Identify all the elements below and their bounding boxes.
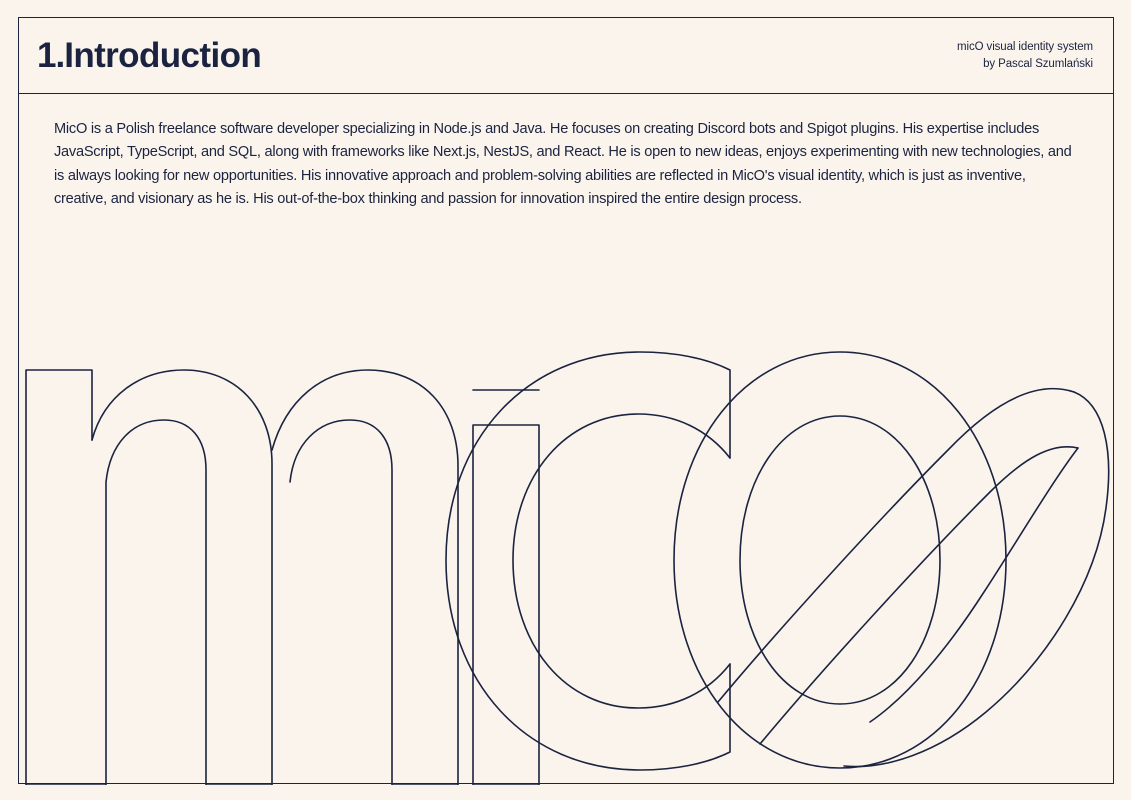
section-title-text: Introduction xyxy=(64,36,262,75)
section-number: 1. xyxy=(37,36,65,75)
document-credit xyxy=(957,39,1093,72)
page-title xyxy=(37,38,261,73)
page-header xyxy=(18,18,1113,93)
credit-line-author: by Pascal Szumlański xyxy=(983,57,1093,70)
credit-line-system: micO visual identity system xyxy=(957,40,1093,53)
logo-artwork xyxy=(18,330,1114,785)
mico-outline-logo-icon xyxy=(18,330,1114,785)
intro-paragraph: MicO is a Polish freelance software developer specializing in Node.js and Java. He focuses on creating Discord bots and Spigot plugins. His expertise includes JavaScript, TypeScript, and SQL, along with frameworks like Next.js, NestJS, and React. He is open to new ideas, enjoys experimenting with new technologies, and is always looking for new opportunities. His innovative approach and problem-solving abilities are reflected in MicO's visual identity, which is just as inventive, creative, and visionary as he is. His out-of-the-box thinking and passion for innovation inspired the entire design process. xyxy=(54,121,1072,208)
header-divider xyxy=(18,93,1113,94)
